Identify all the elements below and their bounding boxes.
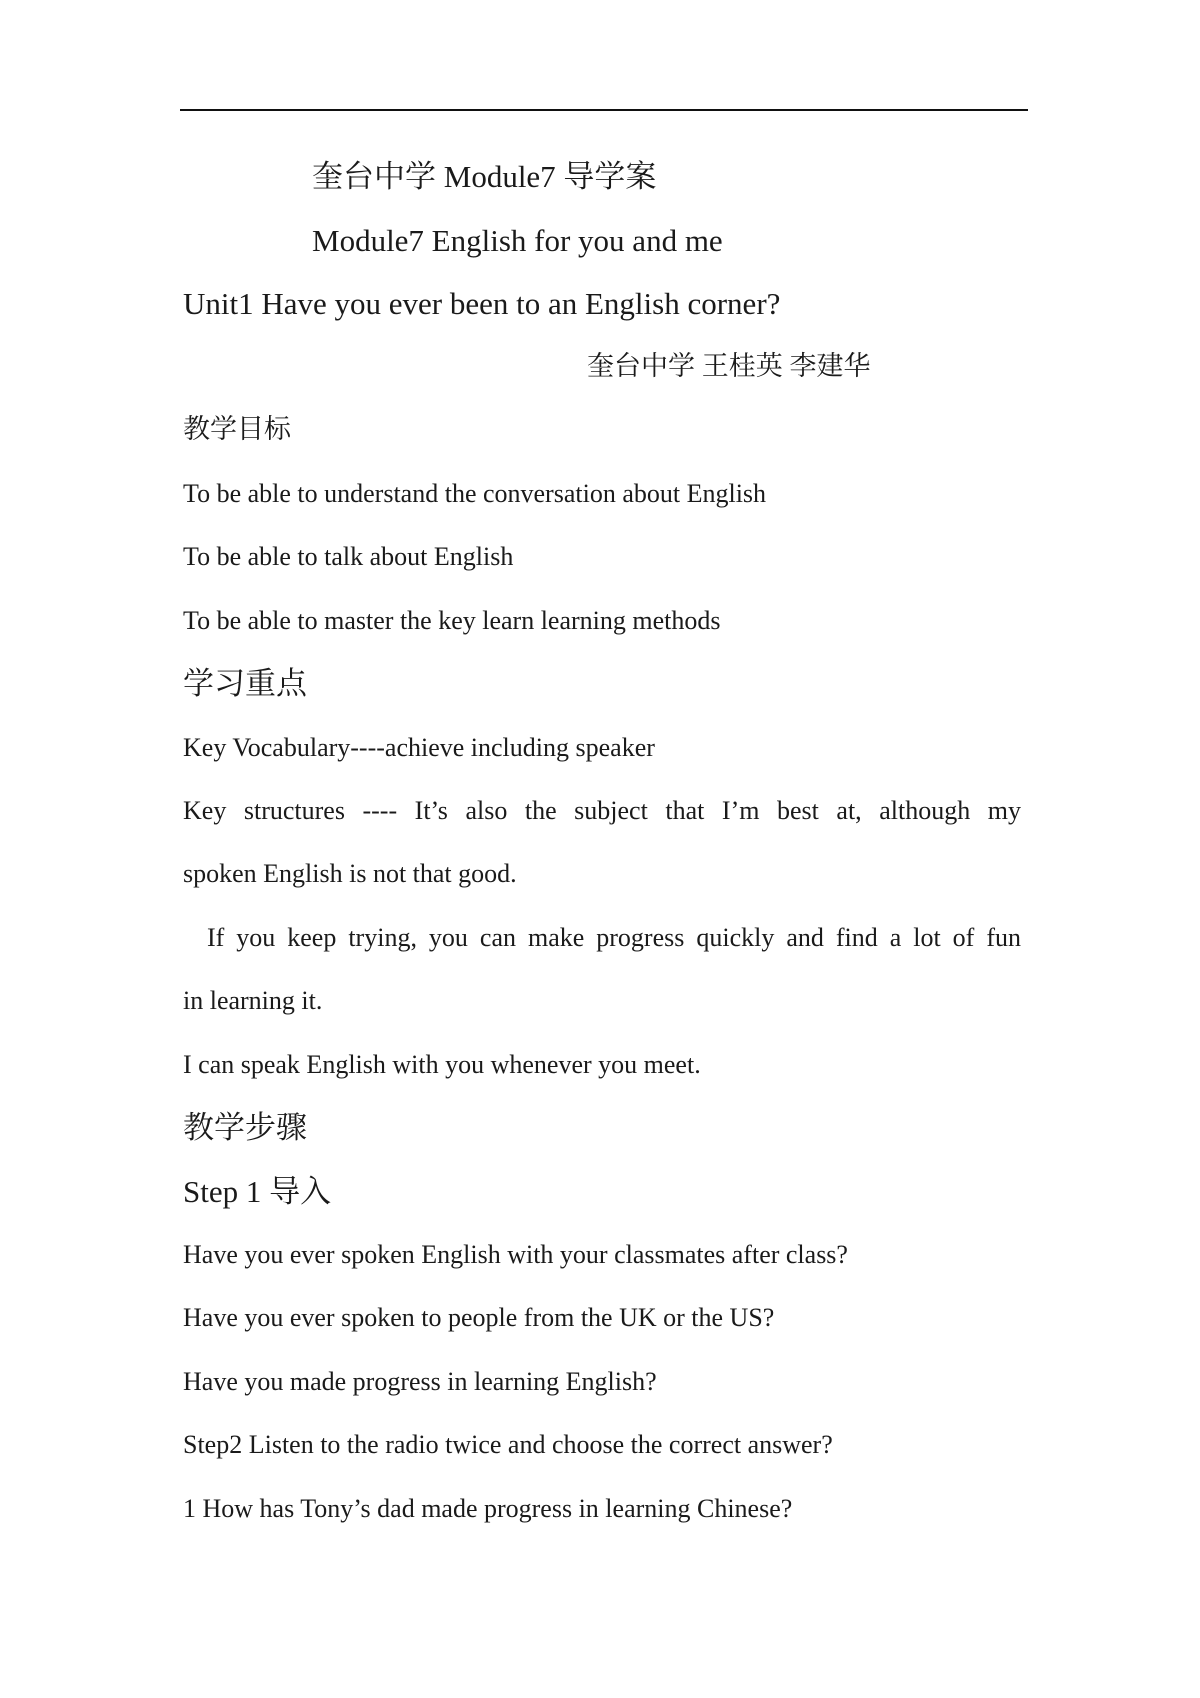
unit-title: Unit1 Have you ever been to an English corner? [183,286,781,321]
step2-question: 1 How has Tony’s dad made progress in learning Chinese? [183,1494,793,1523]
header-rule [180,109,1028,111]
steps-heading: 教学步骤 [183,1110,307,1145]
key-sentence: I can speak English with you whenever you meet. [183,1050,701,1079]
document-title: 奎台中学 Module7 导学案 [312,159,657,194]
step1-question: Have you ever spoken to people from the UK or the US? [183,1303,775,1332]
module-title: Module7 English for you and me [312,223,723,258]
key-sentence-line: in learning it. [183,986,323,1015]
step1-title: Step 1 导入 [183,1174,332,1209]
key-points-heading: 学习重点 [183,666,307,701]
objective-item: To be able to understand the conversation about English [183,479,767,508]
key-sentence-line: If you keep trying, you can make progress quickly and find a lot of fun [183,923,1021,952]
objectives-heading: 教学目标 [183,414,291,444]
key-vocabulary: Key Vocabulary----achieve including speaker [183,733,655,762]
objective-item: To be able to master the key learn learning methods [183,606,721,635]
key-structures-line: Key structures ---- It’s also the subject that I’m best at, although my [183,796,1021,825]
key-structures-line: spoken English is not that good. [183,859,517,888]
step2-title: Step2 Listen to the radio twice and choose the correct answer? [183,1430,833,1459]
authors: 奎台中学 王桂英 李建华 [587,351,871,381]
step1-question: Have you ever spoken English with your classmates after class? [183,1240,848,1269]
objective-item: To be able to talk about English [183,542,514,571]
step1-question: Have you made progress in learning English? [183,1367,657,1396]
